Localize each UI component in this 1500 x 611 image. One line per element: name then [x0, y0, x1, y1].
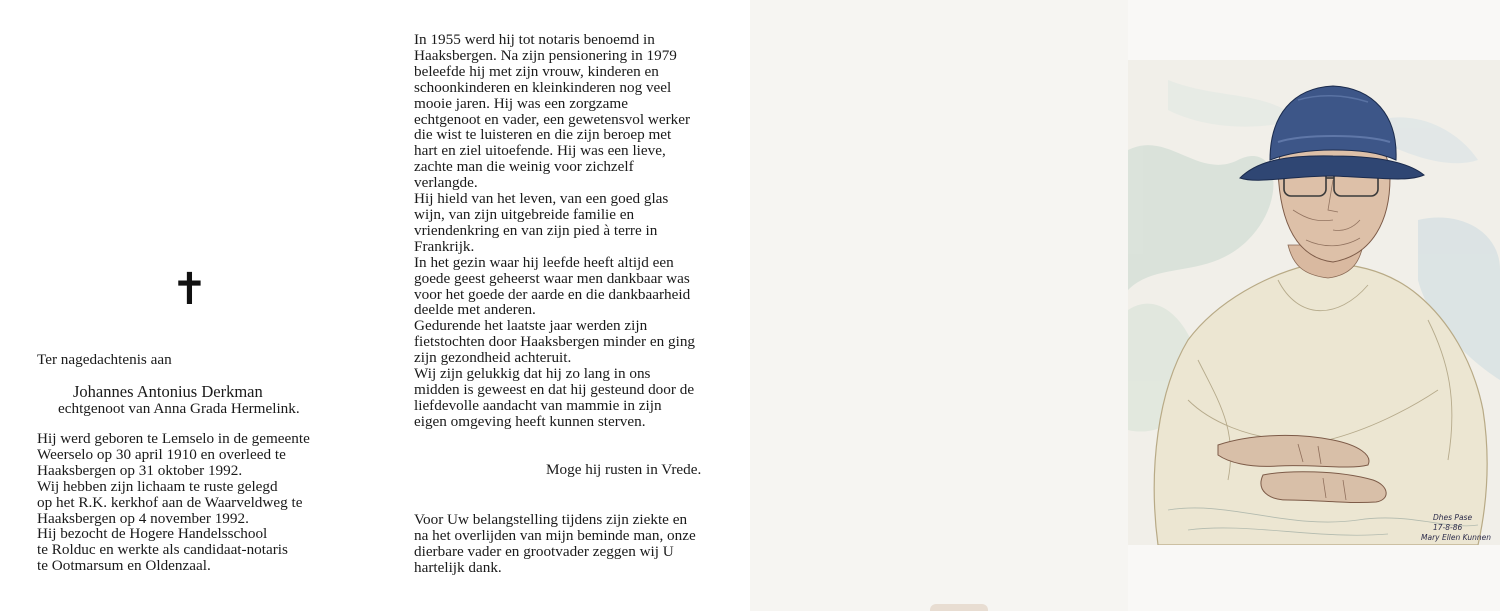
- bio-line: Haaksbergen op 31 oktober 1992.: [37, 461, 243, 479]
- thanks-line: hartelijk dank.: [414, 558, 502, 576]
- memorial-line: voor het goede der aarde en die dankbaarheid: [414, 285, 691, 303]
- memorial-line: hart en ziel uitoefende. Hij was een lieve,: [414, 142, 666, 160]
- thanks-line: Voor Uw belangstelling tijdens zijn ziekte en: [414, 511, 688, 528]
- thanks-line: dierbare vader en grootvader zeggen wij U: [414, 542, 674, 560]
- memorial-line: Haaksbergen. Na zijn pensionering in 1979: [414, 46, 677, 64]
- bio-line: te Rolduc en werkte als candidaat-notaris: [37, 541, 288, 559]
- memorial-line: schoonkinderen en kleinkinderen nog veel: [414, 78, 672, 96]
- bio-line: te Ootmarsum en Oldenzaal.: [37, 557, 211, 575]
- memorial-line: fietstochten door Haaksbergen minder en ging: [414, 333, 696, 351]
- memorial-line: beleefde hij met zijn vrouw, kinderen en: [414, 62, 659, 80]
- memorial-line: zijn gezondheid achteruit.: [414, 349, 572, 367]
- memorial-line: goede geest geheerst waar men dankbaar was: [414, 269, 690, 287]
- memorial-line: echtgenoot en vader, een gewetensvol werker: [414, 110, 691, 128]
- biography-text: [37, 431, 333, 574]
- deceased-name: Johannes Antonius Derkman: [73, 382, 263, 401]
- bio-line: Haaksbergen op 4 november 1992.: [37, 509, 249, 527]
- memorial-line: In 1955 werd hij tot notaris benoemd in: [414, 31, 655, 48]
- portrait-drawing: [1128, 60, 1500, 545]
- bio-line: Hij bezocht de Hogere Handelsschool: [37, 525, 268, 543]
- portrait-signature-line: Dhes Pase: [1433, 513, 1473, 522]
- memorial-line: die wist te luisteren en die zijn beroep met: [414, 126, 672, 144]
- memorial-line: liefdevolle aandacht van mammie in zijn: [414, 396, 662, 414]
- memorial-line: Frankrijk.: [414, 237, 475, 255]
- portrait-signature-artist: Mary Ellen Kunnen: [1421, 533, 1491, 542]
- memorial-line: midden is geweest en dat hij gesteund door de: [414, 380, 695, 398]
- thanks-text: [414, 512, 711, 576]
- memorial-line: verlangde.: [414, 174, 478, 192]
- memorial-line: deelde met anderen.: [414, 301, 536, 319]
- memorial-line: eigen omgeving heeft kunnen sterven.: [414, 412, 646, 430]
- thanks-line: na het overlijden van mijn beminde man, onze: [414, 526, 696, 544]
- memorial-line: In het gezin waar hij leefde heeft altijd een: [414, 253, 674, 271]
- prayer-line: Moge hij rusten in Vrede.: [546, 461, 702, 478]
- memorial-line: mooie jaren. Hij was een zorgzame: [414, 94, 628, 112]
- bio-line: Weerselo op 30 april 1910 en overleed te: [37, 445, 286, 463]
- portrait-signature-date: 17-8-86: [1433, 523, 1463, 532]
- scan-edge-mark: [930, 604, 988, 611]
- intro-text: Ter nagedachtenis aan: [37, 351, 172, 368]
- memorial-line: vriendenkring en van zijn pied à terre in: [414, 221, 658, 239]
- latin-cross-icon: ✝: [171, 265, 208, 314]
- bio-line: Wij hebben zijn lichaam te ruste gelegd: [37, 477, 278, 495]
- bio-line: Hij werd geboren te Lemselo in de gemeente: [37, 430, 310, 447]
- memorial-line: Hij hield van het leven, van een goed glas: [414, 190, 669, 208]
- memorial-line: wijn, van zijn uitgebreide familie en: [414, 205, 635, 223]
- bio-line: op het R.K. kerkhof aan de Waarveldweg te: [37, 493, 303, 511]
- memorial-line: Gedurende het laatste jaar werden zijn: [414, 317, 648, 335]
- memorial-line: Wij zijn gelukkig dat hij zo lang in ons: [414, 365, 651, 383]
- memorial-text: [414, 32, 711, 430]
- spouse-line: echtgenoot van Anna Grada Hermelink.: [58, 400, 300, 417]
- memorial-line: zachte man die weinig voor zichzelf: [414, 158, 634, 176]
